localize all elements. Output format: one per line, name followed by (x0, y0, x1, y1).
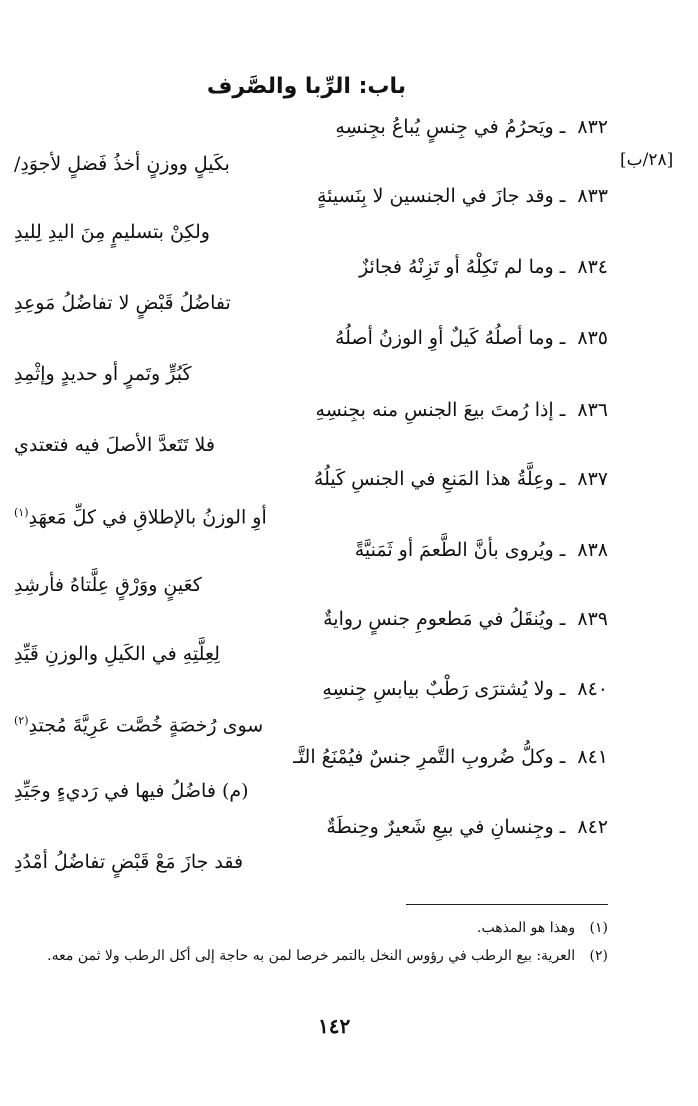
verse-number: ٨٣٥ (577, 327, 608, 349)
verse-second-hemistich (14, 219, 444, 245)
verse-text-part: أوِ الوزنُ بالإطلاقِ في كلِّ مَعهَدِ (28, 506, 267, 529)
footnote-number: (٢) (589, 948, 608, 964)
verse-text: وكلُّ ضُروبِ التَّمرِ جنسٌ فيُمْنَعُ التَّـ (293, 746, 554, 768)
verse-text: فلا تَتَعدَّ الأصلَ فيه فتعتدي (14, 434, 215, 456)
verse-text: وجِنسانِ في بيعِ شَعيرٌ وحِنطَةٌ (326, 816, 554, 838)
verse-second-hemistich (14, 849, 444, 875)
verse-text: ويُنقَلُ في مَطعومِ جنسٍ روايةٌ (323, 608, 554, 630)
footnote (8, 944, 608, 968)
footnote-number: (١) (589, 920, 608, 936)
page-number: ١٤٢ (318, 1014, 351, 1038)
verse-number: ٨٤٠ (577, 678, 608, 700)
verse-second-hemistich (14, 361, 444, 387)
verse-text: (م) فاضُلُ فيها في رَديءٍ وجَيِّدِ (14, 780, 249, 802)
verse-number: ٨٣٩ (577, 608, 608, 630)
verse-first-hemistich: ٨٣٥ ـ وما أصلُهُ كَيلٌ أوِ الوزنُ أصلُهُ (334, 327, 608, 349)
verse-text: فقد جازَ مَعْ قَبْضٍ تفاضُلُ أمْدُدِ (14, 851, 244, 873)
verse-text: تفاضُلُ قَبْضٍ لا تفاضُلُ مَوعِدِ (14, 292, 231, 314)
footnote-text: وهذا هو المذهب. (477, 920, 576, 936)
verse-text: لِعِلَّتِهِ في الكَيلِ والوزنِ قَيِّدِ (14, 643, 220, 665)
verse-first-hemistich: ٨٣٢ ـ ويَحرُمُ في جِنسٍ يُباعُ بجِنسِهِ (335, 116, 608, 138)
verse-second-hemistich (14, 290, 444, 316)
verse-text: بكَيلٍ ووزنٍ أخذُ فَضلٍ لأجوَدِ/ (14, 153, 230, 175)
verse-number: ٨٣٨ (577, 539, 608, 561)
footnote-text: العرية: بيع الرطب في رؤوس النخل بالتمر خرصا لمن به حاجة إلى أكل الرطب ولا ثمن معه. (47, 948, 576, 964)
verse-first-hemistich: ٨٣٨ ـ ويُروى بأنَّ الطَّعمَ أو ثَمَنيَّةً (354, 539, 608, 561)
verse-number: ٨٤٢ (577, 816, 608, 838)
footnote (8, 916, 608, 940)
verse-text: ويُروى بأنَّ الطَّعمَ أو ثَمَنيَّةً (354, 539, 554, 561)
verse-text: ولا يُشترَى رَطْبٌ بيابسِ جِنسِهِ (322, 678, 554, 700)
margin-folio-note: [٢٨/ب] (620, 150, 674, 170)
verse-text: كَبُرٍّ وتَمرٍ أو حديدٍ وإثْمِدِ (14, 363, 192, 385)
verse-second-hemistich (14, 641, 444, 667)
verse-text: وقد جازَ في الجنسين لا بِنَسيئةٍ (316, 185, 554, 207)
verse-first-hemistich: ٨٣٣ ـ وقد جازَ في الجنسين لا بِنَسيئةٍ (316, 185, 608, 207)
verse-text: ويَحرُمُ في جِنسٍ يُباعُ بجِنسِهِ (335, 116, 554, 138)
footnote-reference[interactable]: (٢) (14, 714, 29, 727)
chapter-title: باب: الرِّبا والصَّرف (206, 74, 406, 99)
verse-second-hemistich (14, 151, 444, 177)
verse-second-hemistich (14, 708, 444, 738)
verse-number: ٨٣٣ (577, 185, 608, 207)
verse-number: ٨٣٢ (577, 116, 608, 138)
verse-number: ٨٣٤ (577, 256, 608, 278)
verse-first-hemistich: ٨٤١ ـ وكلُّ ضُروبِ التَّمرِ جنسٌ فيُمْنَعُ التَّـ (293, 746, 608, 768)
verse-text: وعِلَّةُ هذا المَنعِ في الجنسِ كَيلُهُ (313, 468, 554, 490)
verse-text (14, 708, 263, 738)
verse-text: إذا رُمتَ بيعَ الجنسِ منه بجِنسِهِ (315, 399, 554, 421)
footnote-reference[interactable]: (١) (14, 506, 29, 519)
verse-first-hemistich: ٨٣٤ ـ وما لم تَكِلْهُ أو تَزِنْهُ فجائزٌ (359, 256, 608, 278)
verse-number: ٨٤١ (577, 746, 608, 768)
verse-second-hemistich (14, 500, 444, 530)
verse-first-hemistich: ٨٤٠ ـ ولا يُشترَى رَطْبٌ بيابسِ جِنسِهِ (322, 678, 608, 700)
verse-text-part: سوى رُخصَةٍ خُصَّت عَرِيَّةَ مُجتدِ (28, 714, 264, 737)
verse-first-hemistich: ٨٣٦ ـ إذا رُمتَ بيعَ الجنسِ منه بجِنسِهِ (315, 399, 608, 421)
verse-first-hemistich: ٨٣٩ ـ ويُنقَلُ في مَطعومِ جنسٍ روايةٌ (323, 608, 608, 630)
verse-number: ٨٣٦ (577, 399, 608, 421)
verse-text: وما لم تَكِلْهُ أو تَزِنْهُ فجائزٌ (359, 256, 554, 278)
verse-text: وما أصلُهُ كَيلٌ أوِ الوزنُ أصلُهُ (334, 327, 554, 349)
verse-second-hemistich (14, 572, 444, 598)
verse-first-hemistich: ٨٣٧ ـ وعِلَّةُ هذا المَنعِ في الجنسِ كَيلُهُ (313, 468, 608, 490)
verse-text (14, 500, 267, 530)
verse-text: ولكِنْ بتسليمٍ مِنَ اليدِ لِليدِ (14, 221, 210, 243)
verse-second-hemistich (14, 432, 444, 458)
verse-number: ٨٣٧ (577, 468, 608, 490)
verse-first-hemistich: ٨٤٢ ـ وجِنسانِ في بيعِ شَعيرٌ وحِنطَةٌ (326, 816, 608, 838)
verse-text: كعَينٍ ووَرْقٍ عِلَّتاهُ فأرشِدِ (14, 574, 202, 596)
footnote-divider (406, 904, 608, 905)
verse-second-hemistich (14, 778, 444, 804)
